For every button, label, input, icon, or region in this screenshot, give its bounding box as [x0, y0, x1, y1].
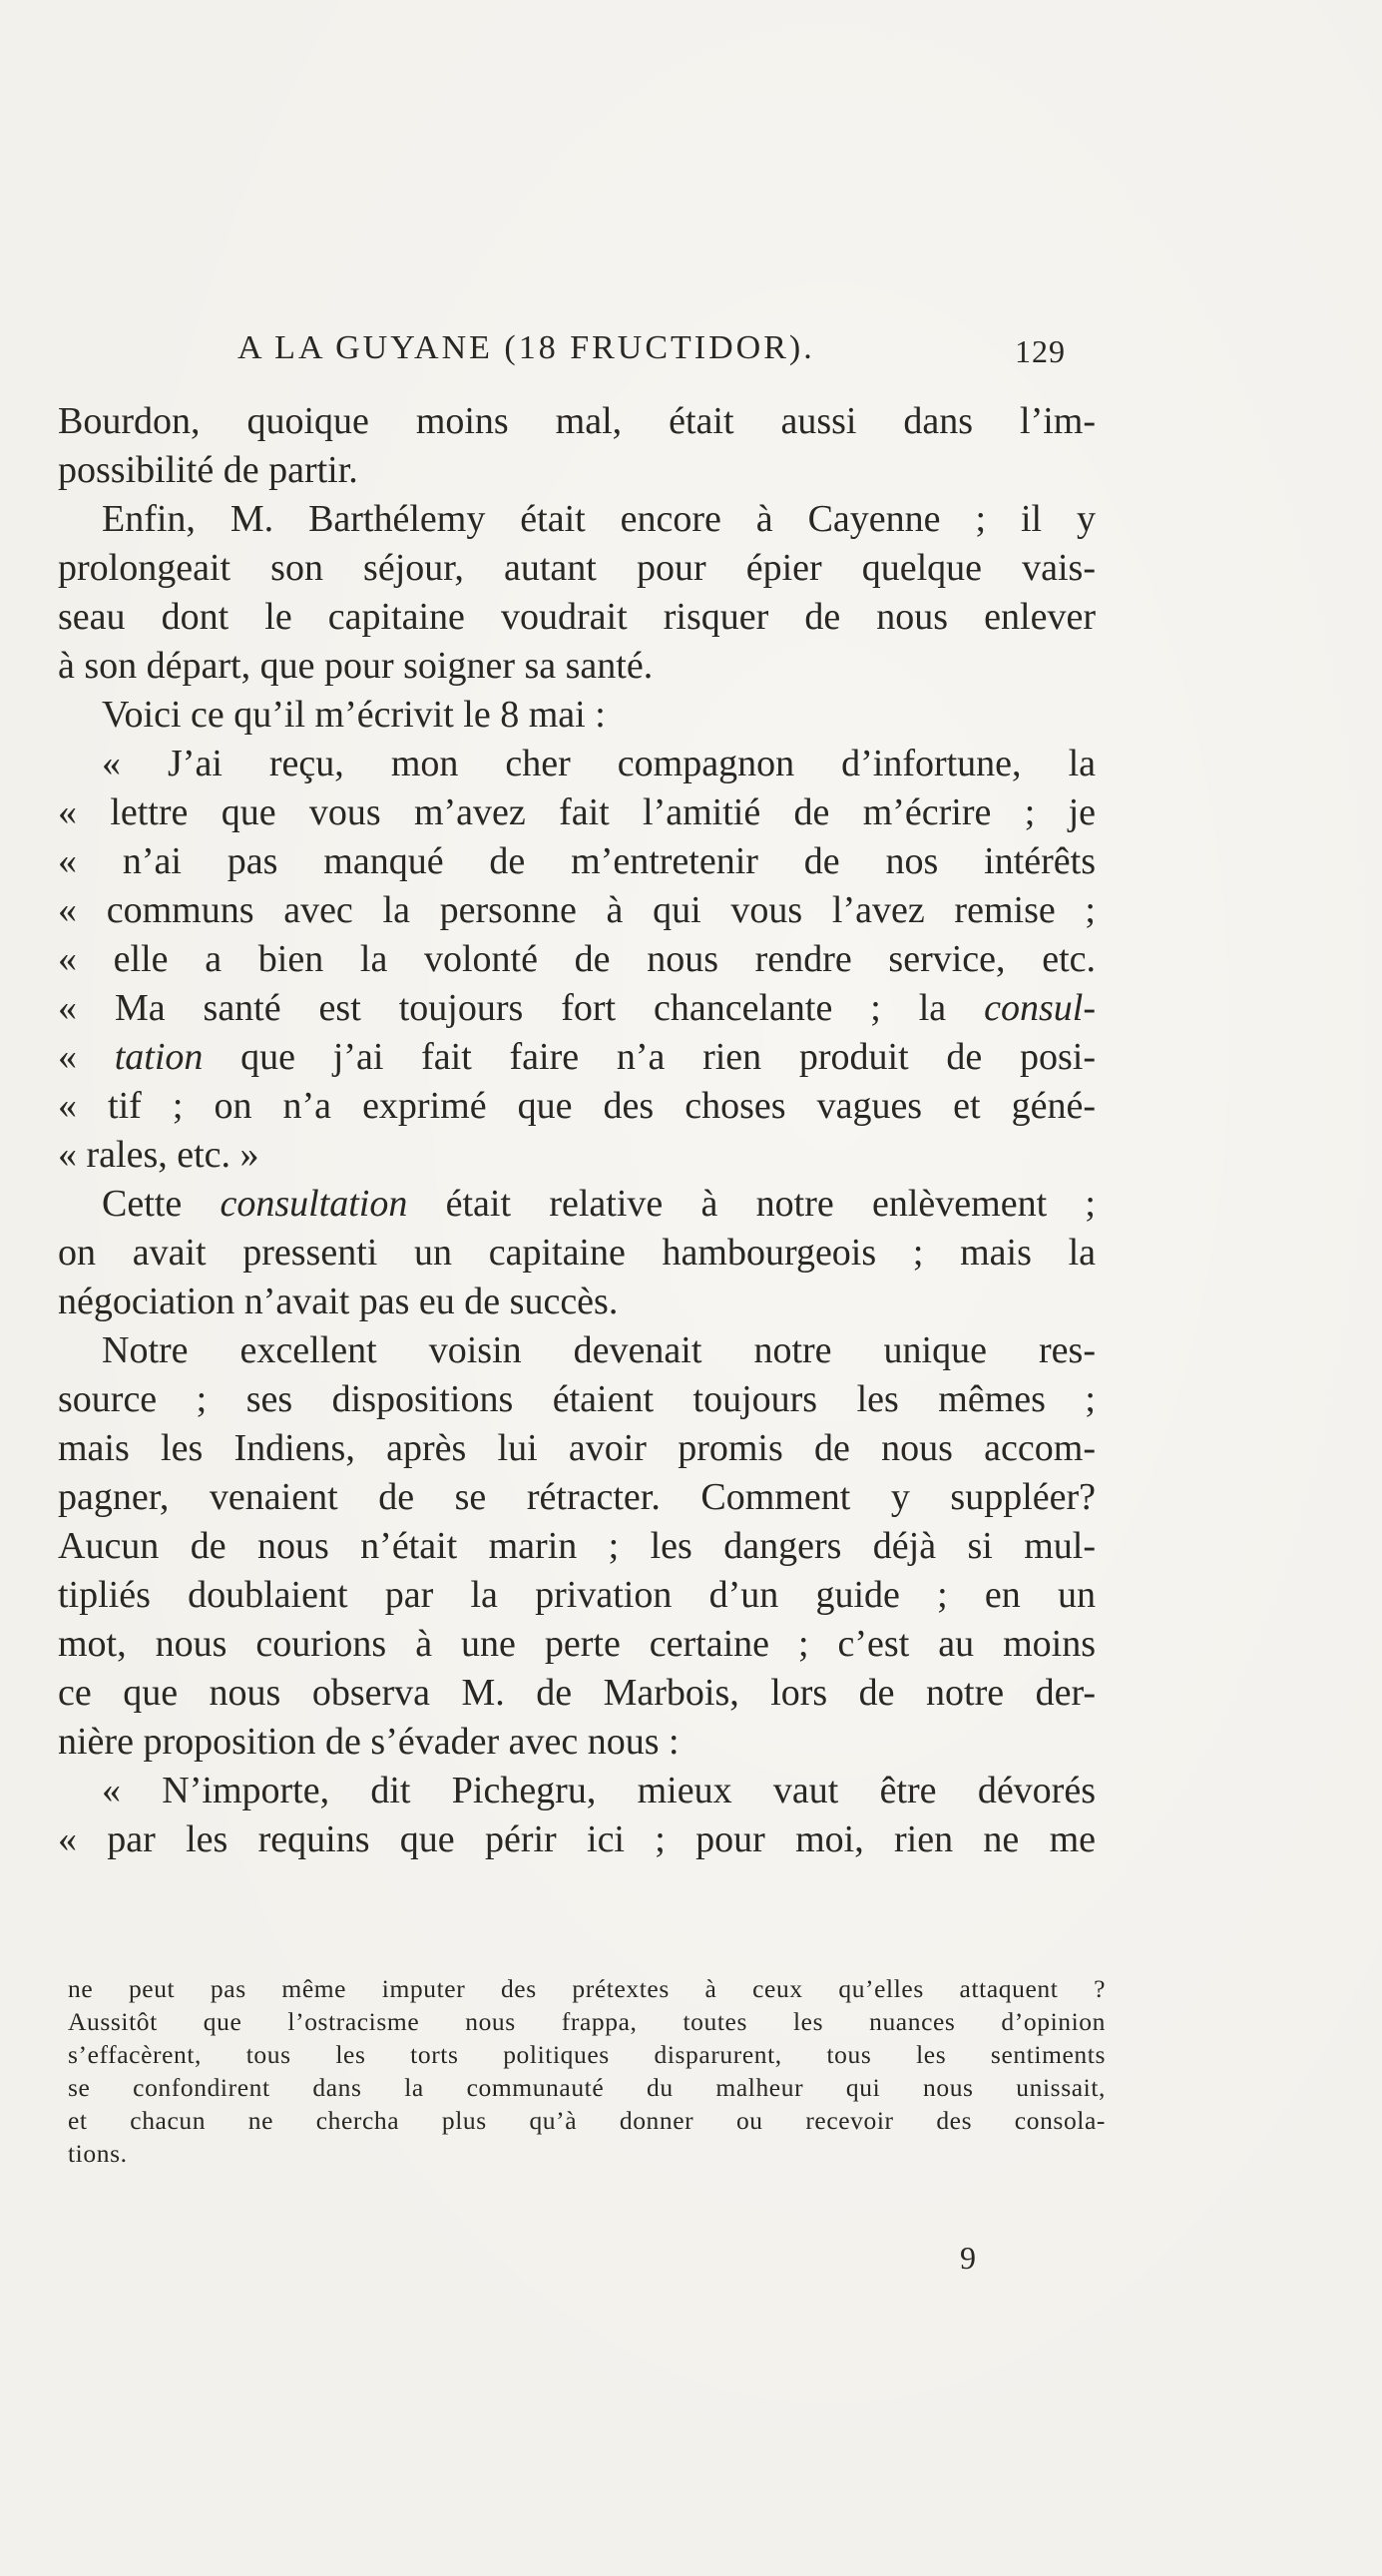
- text-line: « rales, etc. »: [58, 1134, 259, 1176]
- text-line: « J’ai reçu, mon cher compagnon d’infortune, la: [102, 743, 1096, 784]
- text-line: « N’importe, dit Pichegru, mieux vaut être dévorés: [102, 1770, 1096, 1811]
- text-line: Notre excellent voisin devenait notre unique res-: [102, 1329, 1096, 1371]
- text-line: [58, 1033, 1096, 1082]
- page-number: 129: [1015, 333, 1066, 369]
- text-line: Enfin, M. Barthélemy était encore à Cayenne ; il y: [102, 498, 1096, 540]
- text-line: « lettre que vous m’avez fait l’amitié de m’écrire ; je: [58, 791, 1096, 833]
- text-line: [58, 984, 1096, 1033]
- text-line: nière proposition de s’évader avec nous :: [58, 1721, 680, 1763]
- text-line: Bourdon, quoique moins mal, était aussi dans l’im-: [58, 400, 1096, 442]
- text-line: Aucun de nous n’était marin ; les dangers déjà si mul-: [58, 1525, 1096, 1567]
- text-segment: que j’ai fait faire n’a rien produit de posi-: [203, 1036, 1096, 1078]
- footnote-line: se confondirent dans la communauté du malheur qui nous unissait,: [68, 2073, 1106, 2102]
- text-line: on avait pressenti un capitaine hambourgeois ; mais la: [58, 1232, 1096, 1274]
- footnote-line: Aussitôt que l’ostracisme nous frappa, toutes les nuances d’opinion: [68, 2007, 1106, 2036]
- text-line: « tif ; on n’a exprimé que des choses vagues et géné-: [58, 1085, 1096, 1127]
- text-line: « par les requins que périr ici ; pour moi, rien ne me: [58, 1818, 1096, 1860]
- italic-word: consul-: [984, 987, 1096, 1029]
- text-line: possibilité de partir.: [58, 449, 358, 491]
- footnote-line: tions.: [68, 2139, 128, 2168]
- text-segment: «: [58, 1036, 115, 1078]
- text-line: à son départ, que pour soigner sa santé.: [58, 645, 654, 687]
- footnote: [68, 1972, 1106, 2170]
- italic-word: tation: [114, 1036, 204, 1078]
- text-line: mais les Indiens, après lui avoir promis de nous accom-: [58, 1427, 1096, 1469]
- running-title: A LA GUYANE (18 FRUCTIDOR).: [237, 329, 815, 366]
- text-line: source ; ses dispositions étaient toujours les mêmes ;: [58, 1378, 1096, 1420]
- text-line: ce que nous observa M. de Marbois, lors de notre der-: [58, 1672, 1096, 1714]
- footnote-line: et chacun ne chercha plus qu’à donner ou recevoir des consola-: [68, 2106, 1106, 2135]
- footnote-line: ne peut pas même imputer des prétextes à ceux qu’elles attaquent ?: [68, 1974, 1106, 2003]
- text-line: seau dont le capitaine voudrait risquer de nous enlever: [58, 596, 1096, 638]
- text-line: pagner, venaient de se rétracter. Comment y suppléer?: [58, 1476, 1096, 1518]
- text-line: « n’ai pas manqué de m’entretenir de nos intérêts: [58, 840, 1096, 882]
- signature-mark: 9: [960, 2240, 976, 2276]
- text-line: mot, nous courions à une perte certaine ; c’est au moins: [58, 1623, 1096, 1665]
- text-line: prolongeait son séjour, autant pour épier quelque vais-: [58, 547, 1096, 589]
- page-header: [237, 329, 1066, 379]
- main-text: [58, 397, 1096, 1864]
- italic-word: consultation: [220, 1183, 408, 1225]
- text-segment: Cette: [102, 1183, 221, 1225]
- text-line: « communs avec la personne à qui vous l’avez remise ;: [58, 889, 1096, 931]
- footnote-line: s’effacèrent, tous les torts politiques disparurent, tous les sentiments: [68, 2040, 1106, 2069]
- text-line: [58, 1180, 1096, 1229]
- text-segment: était relative à notre enlèvement ;: [407, 1183, 1096, 1225]
- text-segment: « Ma santé est toujours fort chancelante ; la: [58, 987, 947, 1029]
- text-line: tipliés doublaient par la privation d’un guide ; en un: [58, 1574, 1096, 1616]
- text-line: Voici ce qu’il m’écrivit le 8 mai :: [102, 694, 606, 736]
- text-line: « elle a bien la volonté de nous rendre service, etc.: [58, 938, 1096, 980]
- text-line: négociation n’avait pas eu de succès.: [58, 1281, 619, 1322]
